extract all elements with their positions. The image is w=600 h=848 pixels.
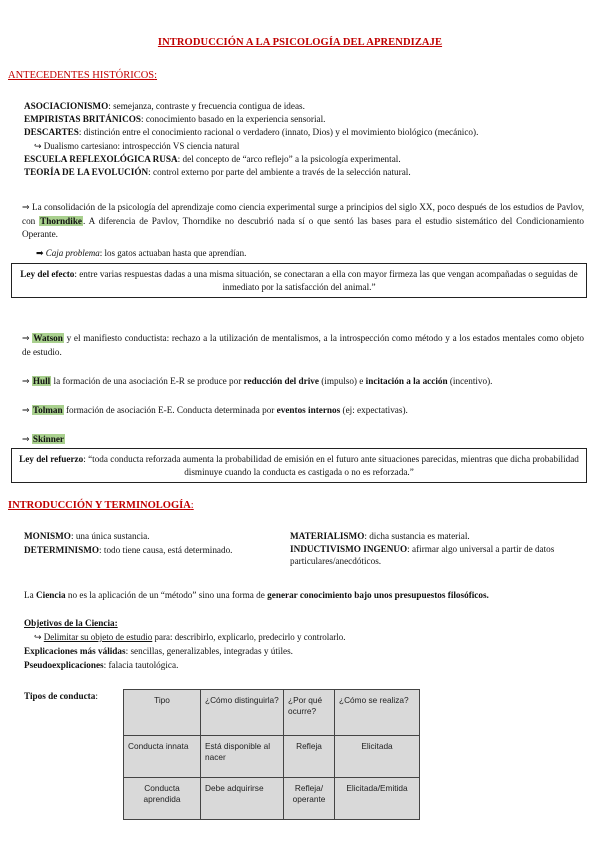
tolman-paragraph: ⇒ Tolman formación de asociación E-E. Conducta determinada por eventos internos (ej: expectativas). xyxy=(22,405,408,416)
ley-refuerzo-box: Ley del refuerzo: “toda conducta reforzada aumenta la probabilidad de emisión en el futuro ante situaciones parecidas, mientras que dicha probabilidad disminuye cuando la conducta es castigada o no es reforzada.” xyxy=(11,448,587,483)
descartes-subitem: ↪ Dualismo cartesiano: introspección VS ciencia natural xyxy=(34,141,240,152)
implies-arrow-icon: ⇒ xyxy=(22,377,30,387)
item-asociacionismo: ASOCIACIONISMO: semejanza, contraste y frecuencia contigua de ideas. xyxy=(24,101,305,111)
table-header-row xyxy=(124,690,420,736)
table-cell: Elicitada/Emitida xyxy=(335,778,420,820)
ciencia-paragraph: La Ciencia no es la aplicación de un “método” sino una forma de generar conocimiento bajo unos presupuestos filosóficos. xyxy=(24,590,489,600)
table-cell: Refleja/ operante xyxy=(284,778,335,820)
section-heading-antecedentes: ANTECEDENTES HISTÓRICOS: xyxy=(8,70,158,81)
table-row xyxy=(124,736,420,778)
arrow-icon: ↪ xyxy=(34,142,42,152)
table-header-cell: ¿Por qué ocurre? xyxy=(284,690,335,736)
table-header-cell: ¿Cómo se realiza? xyxy=(335,690,420,736)
table-header-cell: Tipo xyxy=(124,690,201,736)
item-descartes: DESCARTES: distinción entre el conocimiento racional o verdadero (innato, Dios) y el movimiento biológico (mecánico). xyxy=(24,127,479,137)
table-cell: Conducta aprendida xyxy=(124,778,201,820)
table-cell: Está disponible al nacer xyxy=(201,736,284,778)
implies-arrow-icon: ⇒ xyxy=(22,334,30,344)
skinner-paragraph: ⇒ Skinner xyxy=(22,434,64,445)
section-heading-intro: INTRODUCCIÓN Y TERMINOLOGÍA: xyxy=(8,500,194,511)
caja-problema: ➡ Caja problema: los gatos actuaban hasta que aprendían. xyxy=(36,248,247,259)
item-escuela-rusa: ESCUELA REFLEXOLÓGICA RUSA: del concepto de “arco reflejo” a la psicología experimental. xyxy=(24,154,401,164)
item-determinismo: DETERMINISMO: todo tiene causa, está determinado. xyxy=(24,545,233,555)
table-cell: Elicitada xyxy=(335,736,420,778)
item-explicaciones: Explicaciones más válidas: sencillas, generalizables, integradas y útiles. xyxy=(24,646,293,656)
item-monismo: MONISMO: una única sustancia. xyxy=(24,531,150,541)
tipos-conducta-table xyxy=(123,689,420,820)
page-title: INTRODUCCIÓN A LA PSICOLOGÍA DEL APRENDIZAJE xyxy=(157,37,443,48)
objetivo-subitem: ↪ Delimitar su objeto de estudio para: describirlo, explicarlo, predecirlo y controlarlo. xyxy=(34,632,346,643)
arrow-icon: ↪ xyxy=(34,633,42,643)
tipos-label: Tipos de conducta: xyxy=(24,691,98,701)
table-cell: Refleja xyxy=(284,736,335,778)
table-row xyxy=(124,778,420,820)
table-cell: Debe adquirirse xyxy=(201,778,284,820)
ley-efecto-box: Ley del efecto: entre varias respuestas dadas a una misma situación, se conectaran a ella con mayor firmeza las que vengan acompañadas o seguidas de inmediato por la satisfacción del animal.” xyxy=(11,263,587,298)
item-materialismo: MATERIALISMO: dicha sustancia es material. xyxy=(290,531,470,541)
implies-arrow-icon: ⇒ xyxy=(22,435,30,445)
item-pseudoexplicaciones: Pseudoexplicaciones: falacia tautológica. xyxy=(24,660,179,670)
item-inductivismo: INDUCTIVISMO INGENUO: afirmar algo universal a partir de datos particulares/anecdóticos. xyxy=(290,544,555,566)
implies-arrow-icon: ⇒ xyxy=(22,203,30,213)
consolidacion-paragraph: ⇒ La consolidación de la psicología del aprendizaje como ciencia experimental surge a principios del siglo XX, poco después de los estudios de Pavlov, con Thorndike. A diferencia de Pavlov, Thorndike no descubrió nada sí o que sentó las bases para el estudio sistemático del Condicionamiento Operante. xyxy=(22,202,585,239)
watson-paragraph: ⇒ Watson y el manifiesto conductista: rechazo a la utilización de mentalismos, a la introspección como método y a los estados mentales como objeto de estudio. xyxy=(22,333,584,357)
table-cell: Conducta innata xyxy=(124,736,201,778)
table-header-cell: ¿Cómo distinguirla? xyxy=(201,690,284,736)
implies-arrow-icon: ⇒ xyxy=(22,406,30,416)
item-evolucion: TEORÍA DE LA EVOLUCIÓN: control externo por parte del ambiente a través de la selección natural. xyxy=(24,167,411,177)
hull-paragraph: ⇒ Hull la formación de una asociación E-R se produce por reducción del drive (impulso) e incitación a la acción (incentivo). xyxy=(22,376,493,387)
objetivos-heading: Objetivos de la Ciencia: xyxy=(24,618,118,628)
arrow-icon: ➡ xyxy=(36,249,44,259)
item-empiristas: EMPIRISTAS BRITÁNICOS: conocimiento basado en la experiencia sensorial. xyxy=(24,114,326,124)
